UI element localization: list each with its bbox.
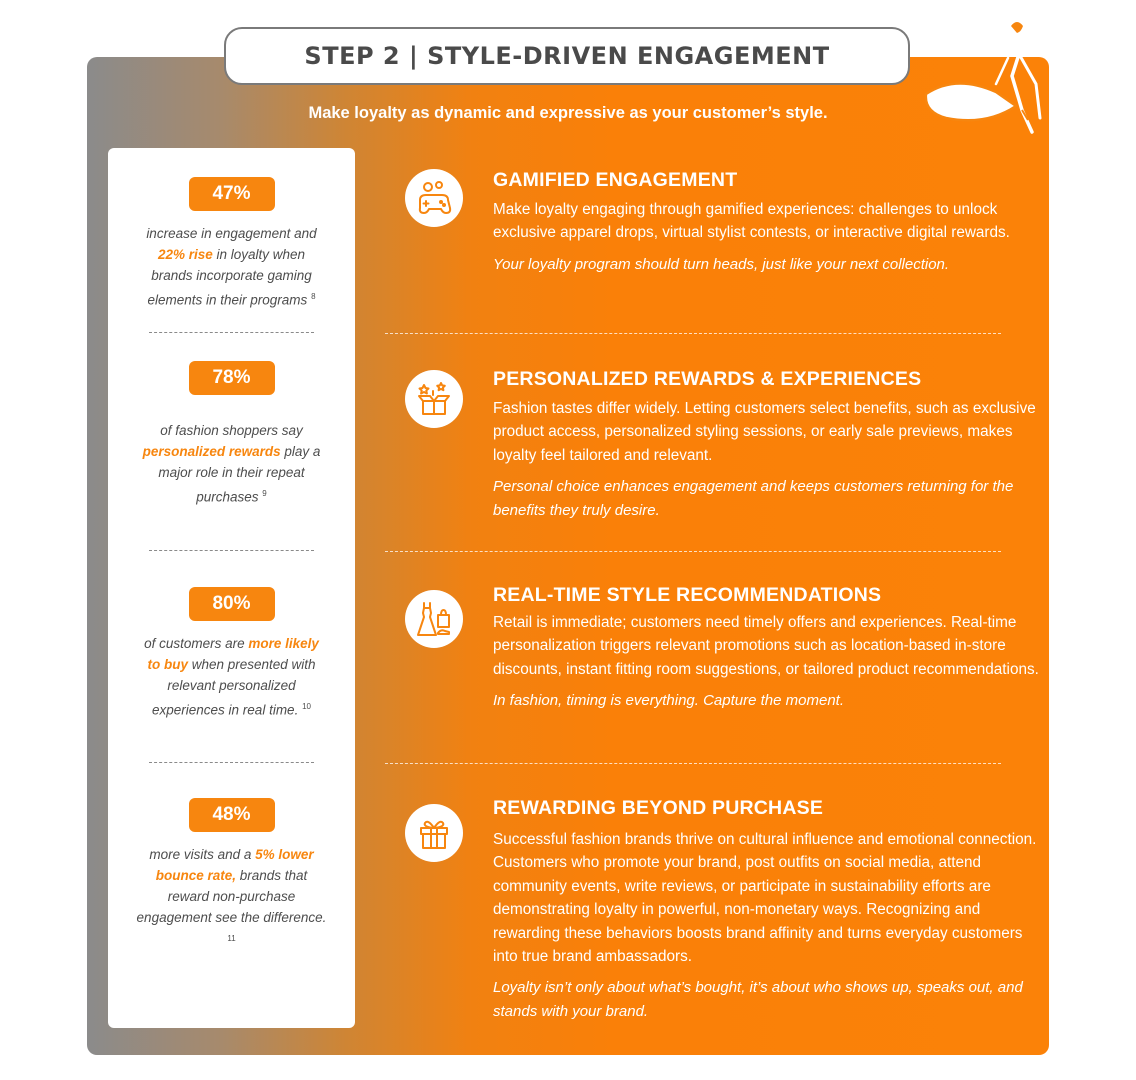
section-body [493,796,1049,1023]
stat-divider [149,762,314,763]
section-title: PERSONALIZED REWARDS & EXPERIENCES [493,368,922,390]
section-divider [385,763,1001,764]
stat-description: of fashion shoppers say personalized rewards play a major role in their repeat purchases $^9$ [142,423,321,505]
footnote-ref: 9 [262,489,267,498]
section-body [493,367,1049,522]
stat-value-badge: 48% [189,798,275,832]
section-description: Make loyalty engaging through gamified experiences: challenges to unlock exclusive apparel drops, virtual stylist contests, or interactive digital rewards. [493,201,1010,242]
section-title: REAL-TIME STYLE RECOMMENDATIONS [493,584,882,606]
page-title: STEP 2 | STYLE-DRIVEN ENGAGEMENT [224,27,910,85]
page-subtitle: Make loyalty as dynamic and expressive as your customer’s style. [308,104,828,122]
footnote-ref: 11 [227,934,236,943]
fashion-figure-illustration [916,14,1056,144]
gift-box-icon [405,804,463,862]
section-title: REWARDING BEYOND PURCHASE [493,797,824,819]
stat-description: of customers are more likely to buy when presented with relevant personalized experiences in real time. $^{10}$ [144,636,319,718]
section-description: Retail is immediate; customers need timely offers and experiences. Real-time personalization triggers relevant promotions such as location-based in-store discounts, instant fitting room suggestions, or tailored product recommendations. [493,614,1039,678]
section-quote: Your loyalty program should turn heads, just like your next collection. [493,255,950,273]
open-gift-box-icon [405,370,463,428]
section-quote: Loyalty isn’t only about what’s bought, it’s about who shows up, speaks out, and stands with your brand. [493,979,1023,1020]
stat-item [108,587,355,721]
stat-description: increase in engagement and 22% rise in loyalty when brands incorporate gaming elements in their programs $^8$ [146,226,317,308]
section-description: Fashion tastes differ widely. Letting customers select benefits, such as exclusive product access, personalized styling sessions, or early sale previews, makes loyalty feel tailored and relevant. [493,400,1036,464]
stat-value-badge: 78% [189,361,275,395]
stat-value-badge: 47% [189,177,275,211]
footnote-ref: 8 [311,292,316,301]
dress-shopping-bag-icon [405,590,463,648]
section-description: Successful fashion brands thrive on cultural influence and emotional connection. Customers who promote your brand, post outfits on social media, attend community events, write reviews, or participate in sustainability efforts are demonstrating loyalty in powerful, non-monetary ways. Recognizing and rewarding these behaviors boosts brand affinity and turns everyday customers into true brand ambassadors. [493,831,1037,966]
section-divider [385,551,1001,552]
gamepad-gears-icon [405,169,463,227]
footnote-ref: 10 [302,702,311,711]
section-quote: Personal choice enhances engagement and keeps customers returning for the benefits they truly desire. [493,478,1014,519]
stat-item [108,798,355,953]
stat-description: more visits and a 5% lower bounce rate, brands that reward non-purchase engagement see the difference. $^{11}$ [136,847,327,943]
stat-item [108,361,355,508]
section-quote: In fashion, timing is everything. Capture the moment. [493,692,845,710]
stat-divider [149,550,314,551]
stats-card [108,148,355,1028]
section-divider [385,333,1001,334]
section-body [493,168,1049,276]
stat-item [108,177,355,311]
stat-value-badge: 80% [189,587,275,621]
section-title: GAMIFIED ENGAGEMENT [493,169,738,191]
stat-divider [149,332,314,333]
section-body [493,583,1049,713]
